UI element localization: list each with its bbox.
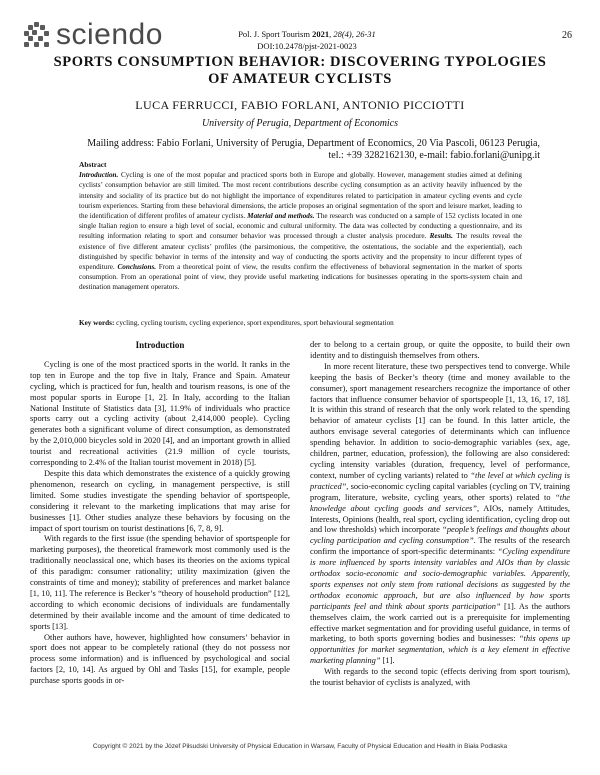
paragraph: Other authors have, however, highlighted how consumers’ behavior in sport does not appear to be completely rational (they do not possess nor process some information) and is influenced by psychological and social factors [2, 10, 14]. As argued by Ohl and Tasks [15], for example, people purchase sports goods in or- bbox=[30, 632, 290, 686]
paragraph: Cycling is one of the most practiced sports in the world. It ranks in the top ten in Europe and the top five in Italy, France and Spain. Amateur cycling, which is practiced for fun, health and tourism reasons, is one of the most popular sports in Europe [1, 2]. In Italy, according to the Italian National Institute of Statistics data [3], 11.9% of individuals who practice sports carry out a cycling activity (about 2,414,000 people). Cycling generates both a significant volume of direct consumption, as demonstrated by the 2,010,000 bicycles sold in 2020 [4], and an important growth in allied tourist and recreational activities (21.9 million of cycle tourists, corresponding to 2.4% of the Italian tourist movement in 2018) [5]. bbox=[30, 359, 290, 468]
abstract-heading: Abstract bbox=[79, 160, 107, 169]
paragraph: With regards to the second topic (effects deriving from sport tourism), the tourist behavior of cyclists is analyzed, with bbox=[310, 667, 570, 688]
sciendo-logo bbox=[24, 20, 163, 50]
page-number: 26 bbox=[562, 30, 572, 41]
abstract-body: Introduction. Cycling is one of the most popular and practiced sports both in Europe and globally. However, management studies aimed at defining cyclists’ consumption behavior are still limited. The most recent contributions describe cycling consumption as an activity heavily influenced by the intensity and sociality of its practice but do not highlight the importance of expenditures related to participation in amateur cycling events and cycle tourism experiences. Starting from these behavioral dimensions, the article proposes an original segmentation of the sport and leisure market, leading to the identification of different profiles of amateur cyclists. Material and methods. The research was conducted on a sample of 152 cyclists located in one single Italian region to ensure a high level of social, economic and cultural uniformity. The data was collected by conducting a questionnaire, and its resulting information relating to sport and consumer behavior was processed through a cluster analysis procedure. Results. The results reveal the existence of five different amateur cyclists’ profiles (the parsimonious, the competitive, the ostentatious, the sociable and the experiential), each distinguished by specific behavior in terms of the intensity and way of conducting the sports activity and the propensity to incur different types of expenditure. Conclusions. From a theoretical point of view, the results confirm the effectiveness of behavioral segmentation in the market of sports consumption. From an operational point of view, they provide useful marketing indications for businesses operating in the sports-system chain and destination management operators. bbox=[79, 171, 522, 292]
journal-citation bbox=[232, 28, 382, 52]
authors: LUCA FERRUCCI, FABIO FORLANI, ANTONIO PICCIOTTI bbox=[135, 98, 465, 112]
copyright-footer: Copyright © 2021 by the Józef Piłsudski University of Physical Education in Warsaw, Faculty of Physical Education and Health in Biała Podlaska bbox=[92, 743, 508, 750]
keywords: Key words: cycling, cycling tourism, cycling experience, sport expenditures, sport behavioural segmentation bbox=[79, 319, 394, 327]
sciendo-logo-icon bbox=[24, 22, 50, 48]
paragraph: In more recent literature, these two perspectives tend to converge. While keeping the basis of Becker’s theory (time and money available to the consumer), sport management researchers recognize the importance of other factors that influence consumer behavior of sportspeople [1, 13, 16, 17, 18]. It is within this strand of research that the only work related to the spending behavior of amateur cyclists [1] can be found. In this latter article, the authors envisage several categories of determinants which can influence spending behavior. In addition to socio-demographic variables (sex, age, children, partner, education, profession), the following are also considered: cycling intensity variables (duration, frequency, level of performance, context, number of cycling variants) related to “the level at which cycling is practiced”, socio-economic cycling capital variables (cycling on TV, training program, literature, website, cycling years, other sports) related to “the knowledge about cycling goods and services”, AIOs, namely Attitudes, Interests, Opinions (health, real sport, cycling identification, cycling drop out and low thresholds) which incorporate “people’s feelings and thoughts about cycling participation and cycling consumption”. The results of the research confirm the importance of sport-specific determinants: “Cycling expenditure is more influenced by sports intensity variables and AIOs than by classic orthodox socio-economic and socio-demographic variables. Apparently, sports expenses not only stem from rational decisions as suggested by the orthodox economic approach, but are also influenced by how sports participants feel and think about sports participation” [1]. As the authors themselves claim, the work carried out is a prerequisite for implementing effective market segmentation and for providing useful guidance, in terms of marketing, to both sports governing bodies and businesses: “this opens up opportunities for market segmentation, which is a key element in effective marketing planning” [1]. bbox=[310, 361, 570, 666]
paragraph: Despite this data which demonstrates the existence of a quickly growing phenomenon, research on cycling, in management perspective, is still limited. Some studies investigate the spending behavior of sportspeople, considering it relevant to the marketing implications that may arise for businesses [1]. Other studies analyze these behaviors by focusing on the impact of sport tourism on tourist destinations [6, 7, 8, 9]. bbox=[30, 468, 290, 533]
affiliation: University of Perugia, Department of Economics bbox=[201, 118, 399, 129]
paper-title: SPORTS CONSUMPTION BEHAVIOR: DISCOVERING TYPOLOGIES OF AMATEUR CYCLISTS bbox=[53, 54, 547, 87]
abstract bbox=[79, 160, 522, 293]
mailing-address: Mailing address: Fabio Forlani, University of Perugia, Department of Economics, 20 Via Pascoli, 06123 Perugia, tel.: +39 3282162130, e-mail: fabio.forlani@unipg.it bbox=[87, 138, 540, 161]
doi: DOI:10.2478/pjst-2021-0023 bbox=[257, 41, 357, 51]
journal-line-1: Pol. J. Sport Tourism 2021, 28(4), 26-31 bbox=[238, 29, 376, 39]
section-heading-introduction: Introduction bbox=[135, 340, 185, 350]
paragraph: der to belong to a certain group, or quite the opposite, to build their own identity and to distinguish themselves from others. bbox=[310, 340, 570, 360]
body-column-right bbox=[310, 340, 570, 689]
paragraph: With regards to the first issue (the spending behavior of sportspeople for marketing purposes), the theoretical framework most commonly used is the traditionally neoclassical one, which bases its theories on the axioms typical of this paradigm: consumer rationality; utility maximization (given the constraints of time and money); stability of preferences and market balance [1, 10, 11]. The reference is Becker’s “theory of household production” [12], according to which economic decisions of individuals are fundamentally determined by their available income and the amount of time dedicated to sports [13]. bbox=[30, 534, 290, 631]
logo-text: sciendo bbox=[56, 18, 163, 51]
body-column-left bbox=[30, 340, 290, 687]
